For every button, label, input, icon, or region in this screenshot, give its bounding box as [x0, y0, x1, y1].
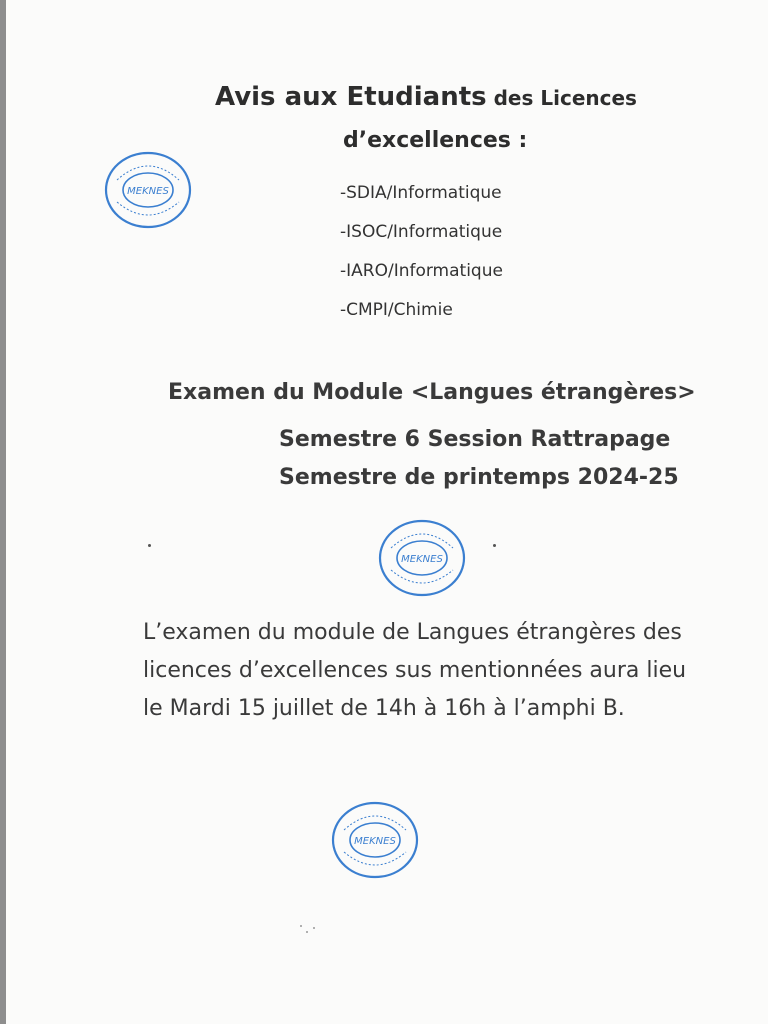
stamp-seal-icon	[330, 800, 420, 880]
program-item: -IARO/Informatique	[340, 261, 503, 281]
notice-body: L’examen du module de Langues étrangères des licences d’excellences sus mentionnées aura lieu le Mardi 15 juillet de 14h à 16h à l’amphi B.	[143, 620, 687, 721]
program-item: -ISOC/Informatique	[340, 222, 503, 242]
stamp-seal-icon	[103, 150, 193, 230]
notice-title-line2: d’excellences :	[343, 128, 528, 153]
svg-text:MEKNES: MEKNES	[127, 186, 169, 197]
notice-title-rest: des Licences	[486, 86, 637, 110]
exam-title: Examen du Module <Langues étrangères>	[168, 380, 696, 405]
scan-speck	[313, 927, 315, 929]
svg-text:MEKNES: MEKNES	[401, 554, 443, 565]
university-stamp	[377, 518, 467, 598]
scan-dot	[493, 544, 496, 547]
notice-title-main: Avis aux Etudiants	[215, 82, 487, 112]
program-item: -CMPI/Chimie	[340, 300, 453, 320]
svg-text:MEKNES: MEKNES	[354, 836, 396, 847]
university-stamp	[103, 150, 193, 230]
program-item: -SDIA/Informatique	[340, 183, 502, 203]
stamp-seal-icon	[377, 518, 467, 598]
program-list	[340, 174, 503, 330]
semester-session: Semestre 6 Session Rattrapage	[279, 427, 671, 452]
notice-title	[215, 82, 637, 112]
scan-dot	[148, 544, 151, 547]
semester-term: Semestre de printemps 2024-25	[279, 465, 679, 490]
university-stamp	[330, 800, 420, 880]
scan-speck	[306, 931, 308, 933]
scan-speck	[300, 925, 302, 927]
